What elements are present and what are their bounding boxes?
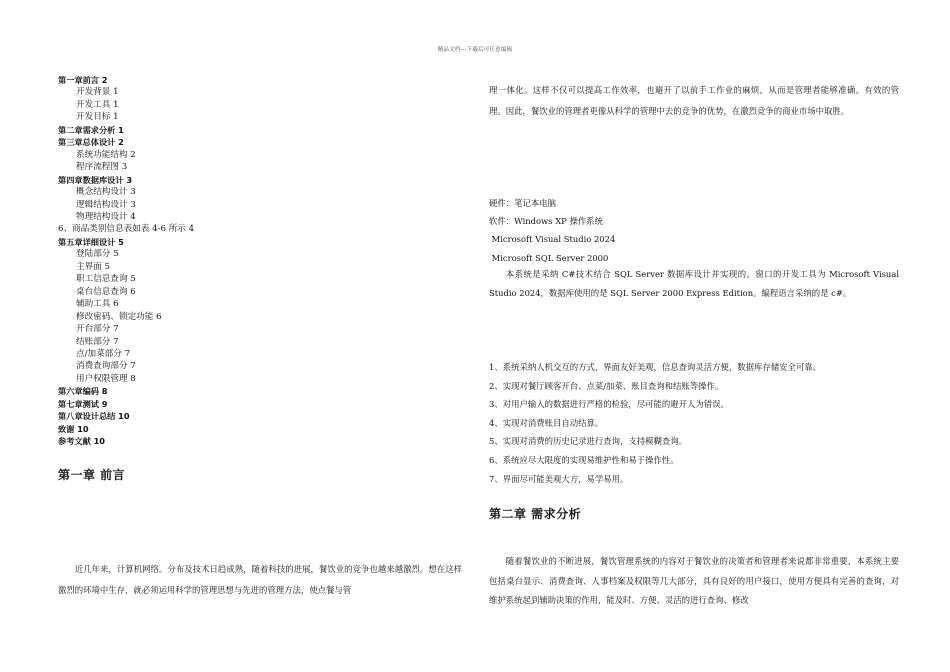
header-note: 精品文档---下载后可任意编辑 (437, 47, 513, 53)
toc-entry[interactable]: 参考文献 10 (58, 436, 105, 447)
toc-entry[interactable]: 6、商品类别信息表如表 4-6 所示 4 (58, 224, 195, 235)
goal-item: 6、系统应尽大限度的实现易维护性和易于操作性。 (489, 454, 679, 465)
toc-entry[interactable]: 职工信息查询 5 (76, 274, 136, 285)
toc-entry[interactable]: 消费查询部分 7 (76, 361, 136, 372)
chapter1-heading: 第一章 前言 (58, 468, 126, 482)
toc-entry[interactable]: 第五章详细设计 5 (58, 236, 124, 247)
toc-entry[interactable]: 概念结构设计 3 (76, 187, 136, 198)
goals-list (489, 358, 899, 488)
toc-entry[interactable]: 物理结构设计 4 (76, 211, 136, 222)
chapter1-paragraph: 近几年来，计算机网络。分布及技术日趋成熟，随着科技的进展，餐饮业的竞争也越来越激烈。想在这样激烈的环境中生存，就必须运用科学的管理思想与先进的管理方法，使点餐与管 (58, 564, 462, 595)
toc-entry[interactable]: 桌台信息查询 6 (76, 286, 136, 297)
toc-entry[interactable]: 用户权限管理 8 (76, 373, 136, 384)
hardware-line: 硬件：笔记本电脑 (489, 198, 556, 208)
continued-paragraph: 理一体化。这样不仅可以提高工作效率，也避开了以前手工作业的麻烦，从而是管理者能够准确。有效的管理。因此，餐饮业的管理者更像从科学的管理中去的竞争的优势，在激烈竞争的商业市场中取胜。 (489, 85, 899, 116)
toc-entry[interactable]: 程序流程图 3 (76, 162, 128, 173)
toc-entry[interactable]: 第七章测试 9 (58, 398, 108, 409)
toc-entry[interactable]: 致谢 10 (58, 423, 89, 434)
goal-item: 4、实现对消费账目自动结算。 (489, 417, 604, 428)
toc-entry[interactable]: 开发背景 1 (76, 87, 119, 98)
toc-entry[interactable]: 系统功能结构 2 (76, 149, 136, 160)
goal-item: 7、界面尽可能美观大方，易学易用。 (489, 473, 629, 484)
goal-item: 3、对用户输入的数据进行严格的检验，尽可能的避开人为错误。 (489, 399, 729, 410)
goal-item: 1、系统采纳人机交互的方式，界面友好美观，信息查询灵活方便，数据库存储安全可靠。 (489, 362, 821, 372)
table-of-contents (58, 74, 358, 448)
toc-entry[interactable]: 主界面 5 (76, 261, 110, 272)
toc-entry[interactable]: 辅助工具 6 (76, 299, 119, 310)
toc-entry[interactable]: 逻辑结构设计 3 (76, 199, 136, 210)
toc-entry[interactable]: 点/加菜部分 7 (76, 348, 131, 359)
software-line: 软件：Windows XP 操作系统 (489, 216, 603, 227)
chapter2-heading: 第二章 需求分析 (489, 507, 582, 521)
goal-item: 2、实现对餐厅顾客开台、点菜/加菜、账目查询和结账等操作。 (489, 380, 724, 391)
toc-entry[interactable]: 开台部分 7 (76, 324, 119, 335)
dev-tools-block (489, 194, 899, 267)
toc-entry[interactable]: 登陆部分 5 (76, 249, 119, 260)
toc-entry[interactable]: 第六章编码 8 (58, 386, 108, 397)
toc-entry[interactable]: 结账部分 7 (76, 336, 119, 347)
toc-entry[interactable]: 第八章设计总结 10 (58, 411, 130, 422)
visual-studio-line: Microsoft Visual Studio 2024 (489, 234, 616, 245)
toc-entry[interactable]: 修改密码、锁定功能 6 (76, 311, 162, 322)
chapter2-paragraph: 随着餐饮业的不断进展，餐饮管理系统的内容对于餐饮业的决策者和管理者来说都非常重要，本系统主要包括桌台显示、消费查询、人事档案及权限等几大部分，具有良好的用户接口，使用方便具有完善的查询，对维护系统起到辅助决策的作用，能及时、方便、灵活的进行查询、修改 (489, 556, 899, 605)
dev-tools-paragraph: 本系统是采纳 C#技术结合 SQL Server 数据库设计并实现的。窗口的开发工具为 Microsoft Visual Studio 2024，数据库使用的是 SQL Server 2000 Express Edition。编程语言采纳的是 c#。 (489, 269, 899, 298)
toc-entry[interactable]: 开发目标 1 (76, 112, 119, 123)
toc-entry[interactable]: 第一章前言 2 (58, 75, 108, 85)
toc-entry[interactable]: 开发工具 1 (76, 99, 119, 110)
goal-item: 5、实现对消费的历史记录进行查询，支持模糊查询。 (489, 436, 687, 447)
toc-entry[interactable]: 第三章总体设计 2 (58, 137, 124, 148)
sql-server-line: Microsoft SQL Server 2000 (489, 252, 609, 263)
toc-entry[interactable]: 第二章需求分析 1 (58, 124, 124, 135)
toc-entry[interactable]: 第四章数据库设计 3 (58, 174, 133, 185)
